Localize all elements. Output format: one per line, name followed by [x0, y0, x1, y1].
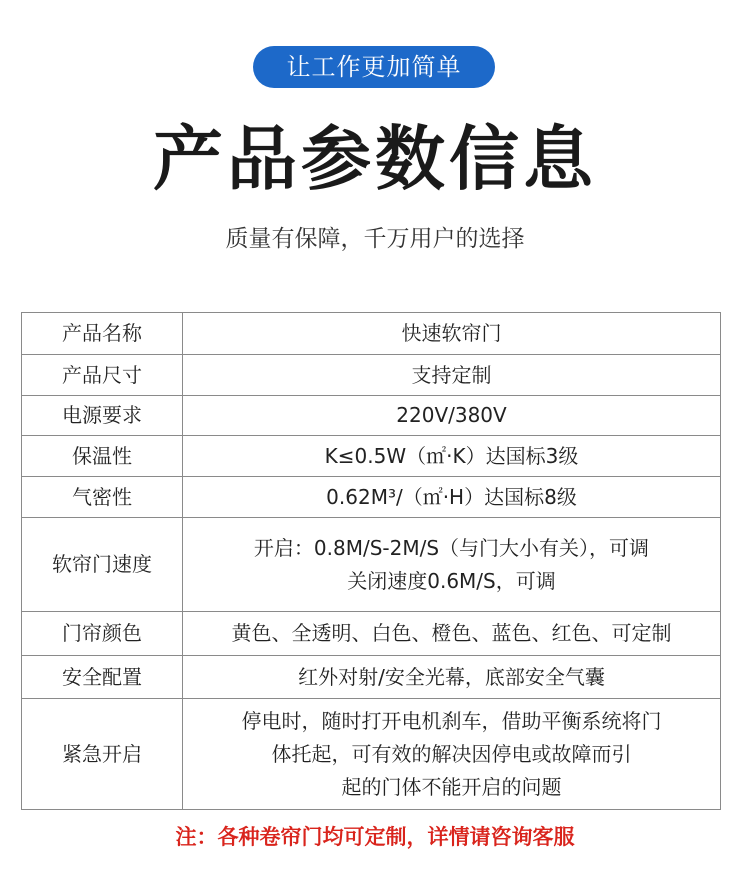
- param-value-line: 开启：0.8M/S-2M/S（与门大小有关），可调: [253, 535, 650, 560]
- param-value: [183, 656, 721, 699]
- table-row: [22, 355, 721, 396]
- params-table: [21, 312, 721, 810]
- table-row: [22, 477, 721, 518]
- param-value-line: 红外对射/安全光幕，底部安全气囊: [298, 664, 605, 689]
- param-value-line: 关闭速度0.6M/S，可调: [347, 568, 556, 593]
- param-key: 软帘门速度: [22, 518, 183, 612]
- param-value-line: 0.62M³/（㎡·H）达国标8级: [326, 484, 577, 509]
- table-row: [22, 612, 721, 656]
- param-value-line: 体托起，可有效的解决因停电或故障而引: [271, 741, 632, 766]
- param-key: 产品名称: [22, 313, 183, 355]
- table-row: [22, 436, 721, 477]
- param-value: [183, 396, 721, 436]
- param-value-line: 停电时，随时打开电机刹车，借助平衡系统将门: [241, 708, 662, 733]
- param-value-line: 快速软帘门: [401, 321, 502, 345]
- param-key: 安全配置: [22, 656, 183, 699]
- param-value-line: 220V/380V: [396, 403, 507, 427]
- param-value: [183, 699, 721, 810]
- param-value: [183, 436, 721, 477]
- page-title: 产品参数信息: [153, 118, 597, 200]
- param-value-line: 黄色、全透明、白色、橙色、蓝色、红色、可定制: [231, 621, 672, 645]
- param-value: [183, 313, 721, 355]
- param-value: [183, 612, 721, 656]
- table-row: [22, 313, 721, 355]
- param-value-line: 起的门体不能开启的问题: [341, 774, 562, 799]
- param-key: 保温性: [22, 436, 183, 477]
- table-row: [22, 396, 721, 436]
- page-subtitle: 质量有保障，千万用户的选择: [225, 226, 525, 252]
- param-value: [183, 518, 721, 612]
- table-row: [22, 699, 721, 810]
- param-key: 紧急开启: [22, 699, 183, 810]
- slogan-badge: 让工作更加简单: [253, 46, 495, 88]
- table-row: [22, 518, 721, 612]
- param-key: 电源要求: [22, 396, 183, 436]
- param-value-line: K≤0.5W（㎡·K）达国标3级: [324, 443, 579, 468]
- footer-note: 注：各种卷帘门均可定制，详情请咨询客服: [175, 825, 575, 849]
- param-key: 门帘颜色: [22, 612, 183, 656]
- table-row: [22, 656, 721, 699]
- param-value: [183, 477, 721, 518]
- param-value-line: 支持定制: [411, 362, 492, 387]
- param-value: [183, 355, 721, 396]
- param-key: 产品尺寸: [22, 355, 183, 396]
- param-key: 气密性: [22, 477, 183, 518]
